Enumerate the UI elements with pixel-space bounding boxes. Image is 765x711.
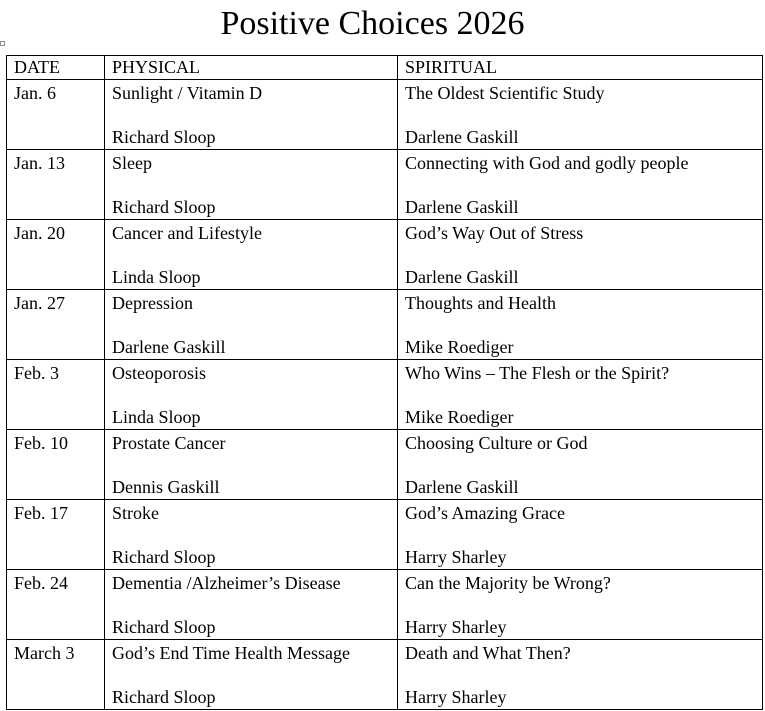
date-cell: [7, 500, 105, 570]
session-date: Feb. 3: [14, 363, 59, 383]
spiritual-cell: [398, 80, 763, 150]
date-cell: [7, 570, 105, 640]
page-title: Positive Choices 2026: [220, 5, 525, 42]
physical-topic: Sunlight / Vitamin D: [112, 83, 263, 103]
spiritual-cell: [398, 220, 763, 290]
table-row: [7, 430, 763, 500]
session-date: Jan. 6: [14, 83, 56, 103]
spiritual-topic: Can the Majority be Wrong?: [405, 573, 611, 593]
session-date: Feb. 10: [14, 433, 68, 453]
physical-speaker: Linda Sloop: [112, 267, 201, 287]
spiritual-speaker: Harry Sharley: [405, 547, 507, 567]
header-row: [7, 56, 763, 80]
spiritual-topic: God’s Amazing Grace: [405, 503, 565, 523]
date-cell: [7, 360, 105, 430]
physical-speaker: Richard Sloop: [112, 547, 216, 567]
table-row: [7, 500, 763, 570]
date-cell: [7, 290, 105, 360]
physical-cell: [105, 80, 398, 150]
spiritual-topic: God’s Way Out of Stress: [405, 223, 584, 243]
physical-topic: Stroke: [112, 503, 159, 523]
spiritual-cell: [398, 640, 763, 710]
schedule-table: [6, 55, 763, 710]
table-row: [7, 570, 763, 640]
table-row: [7, 290, 763, 360]
date-cell: [7, 430, 105, 500]
spiritual-topic: Connecting with God and godly people: [405, 153, 689, 173]
session-date: Jan. 13: [14, 153, 65, 173]
physical-speaker: Darlene Gaskill: [112, 337, 226, 357]
physical-speaker: Richard Sloop: [112, 617, 216, 637]
physical-cell: [105, 640, 398, 710]
spiritual-topic: Death and What Then?: [405, 643, 571, 663]
spiritual-cell: [398, 430, 763, 500]
physical-cell: [105, 360, 398, 430]
physical-topic: Depression: [112, 293, 193, 313]
session-date: Jan. 20: [14, 223, 65, 243]
spiritual-speaker: Harry Sharley: [405, 617, 507, 637]
spiritual-speaker: Darlene Gaskill: [405, 477, 519, 497]
session-date: Feb. 17: [14, 503, 68, 523]
spiritual-speaker: Darlene Gaskill: [405, 127, 519, 147]
physical-cell: [105, 430, 398, 500]
spiritual-topic: Who Wins – The Flesh or the Spirit?: [405, 363, 670, 383]
physical-speaker: Dennis Gaskill: [112, 477, 220, 497]
date-cell: [7, 640, 105, 710]
table-row: [7, 640, 763, 710]
physical-topic: Sleep: [112, 153, 152, 173]
physical-topic: Osteoporosis: [112, 363, 206, 383]
physical-topic: God’s End Time Health Message: [112, 643, 350, 663]
physical-speaker: Richard Sloop: [112, 687, 216, 707]
spiritual-speaker: Mike Roediger: [405, 407, 514, 427]
physical-speaker: Linda Sloop: [112, 407, 201, 427]
spiritual-speaker: Darlene Gaskill: [405, 197, 519, 217]
physical-cell: [105, 570, 398, 640]
spiritual-cell: [398, 290, 763, 360]
date-cell: [7, 220, 105, 290]
date-cell: [7, 80, 105, 150]
physical-topic: Cancer and Lifestyle: [112, 223, 262, 243]
session-date: March 3: [14, 643, 75, 663]
spiritual-speaker: Mike Roediger: [405, 337, 514, 357]
physical-topic: Dementia /Alzheimer’s Disease: [112, 573, 341, 593]
column-header-spiritual: SPIRITUAL: [398, 56, 763, 80]
spiritual-topic: The Oldest Scientific Study: [405, 83, 605, 103]
spiritual-cell: [398, 570, 763, 640]
date-cell: [7, 150, 105, 220]
table-row: [7, 360, 763, 430]
spiritual-cell: [398, 500, 763, 570]
physical-cell: [105, 220, 398, 290]
session-date: Jan. 27: [14, 293, 65, 313]
physical-cell: [105, 150, 398, 220]
spiritual-speaker: Darlene Gaskill: [405, 267, 519, 287]
spiritual-cell: [398, 360, 763, 430]
table-row: [7, 80, 763, 150]
column-header-date: DATE: [7, 56, 105, 80]
table-row: [7, 220, 763, 290]
table-row: [7, 150, 763, 220]
spiritual-topic: Thoughts and Health: [405, 293, 556, 313]
physical-speaker: Richard Sloop: [112, 197, 216, 217]
spiritual-cell: [398, 150, 763, 220]
physical-speaker: Richard Sloop: [112, 127, 216, 147]
session-date: Feb. 24: [14, 573, 68, 593]
spiritual-topic: Choosing Culture or God: [405, 433, 588, 453]
table-move-handle[interactable]: [0, 41, 5, 46]
physical-cell: [105, 290, 398, 360]
column-header-physical: PHYSICAL: [105, 56, 398, 80]
spiritual-speaker: Harry Sharley: [405, 687, 507, 707]
physical-topic: Prostate Cancer: [112, 433, 226, 453]
physical-cell: [105, 500, 398, 570]
